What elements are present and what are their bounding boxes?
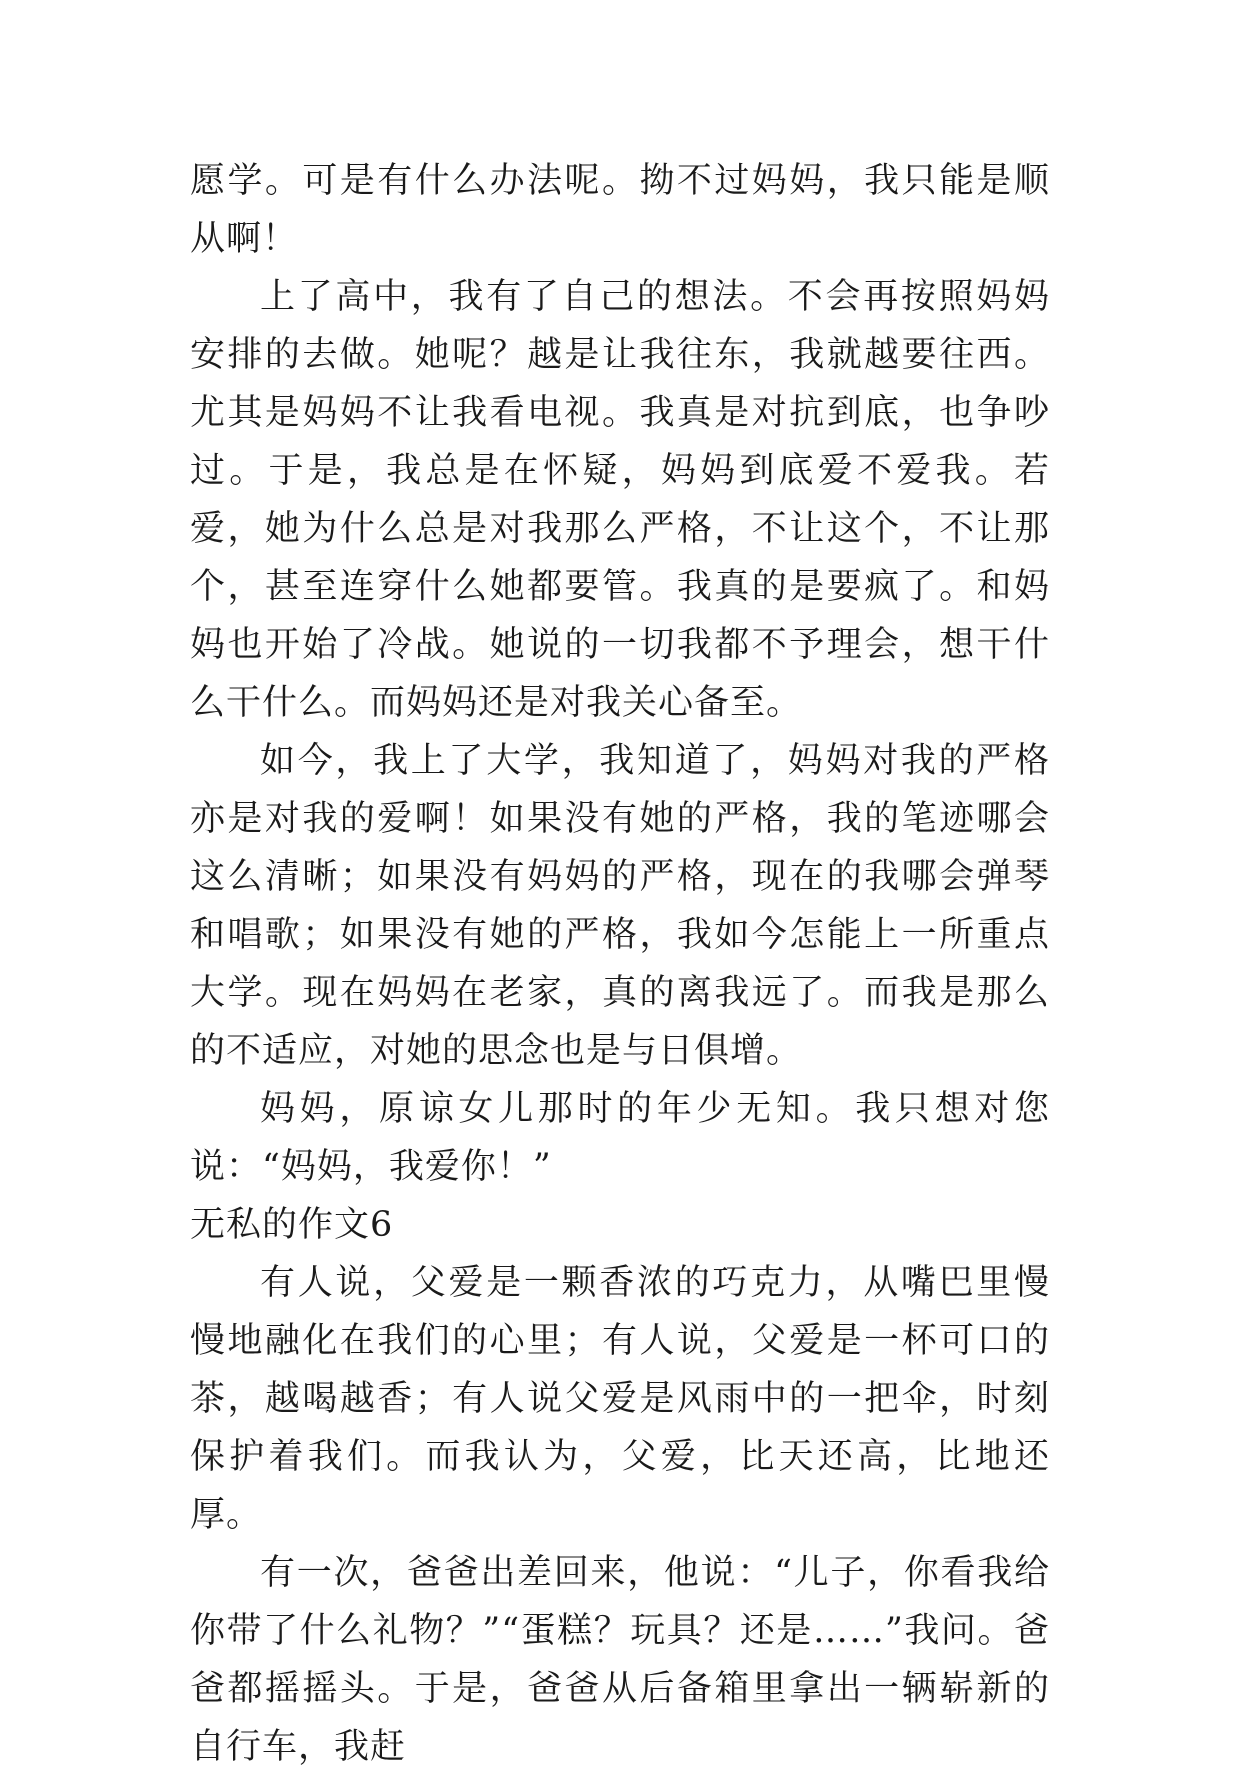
- paragraph-4: 妈妈，原谅女儿那时的年少无知。我只想对您说：“妈妈，我爱你！”: [190, 1089, 1050, 1187]
- paragraph-3: 如今，我上了大学，我知道了，妈妈对我的严格亦是对我的爱啊！如果没有她的严格，我的笔迹哪会这么清晰；如果没有妈妈的严格，现在的我哪会弹琴和唱歌；如果没有她的严格，我如今怎能上一所重点大学。现在妈妈在老家，真的离我远了。而我是那么的不适应，对她的思念也是与日俱增。: [190, 741, 1050, 1071]
- section-paragraph-1: 有人说，父爱是一颗香浓的巧克力，从嘴巴里慢慢地融化在我们的心里；有人说，父爱是一杯可口的茶，越喝越香；有人说父爱是风雨中的一把伞，时刻保护着我们。而我认为，父爱，比天还高，比地还厚。: [190, 1263, 1050, 1535]
- section-title: 无私的作文6: [190, 1205, 394, 1245]
- paragraph-2: 上了高中，我有了自己的想法。不会再按照妈妈安排的去做。她呢？越是让我往东，我就越要往西。尤其是妈妈不让我看电视。我真是对抗到底，也争吵过。于是，我总是在怀疑，妈妈到底爱不爱我。若爱，她为什么总是对我那么严格，不让这个，不让那个，甚至连穿什么她都要管。我真的是要疯了。和妈妈也开始了冷战。她说的一切我都不予理会，想干什么干什么。而妈妈还是对我关心备至。: [190, 277, 1050, 723]
- document-body: [190, 152, 1050, 1776]
- paragraph-1: 愿学。可是有什么办法呢。拗不过妈妈，我只能是顺从啊！: [190, 161, 1050, 259]
- section-paragraph-2: 有一次，爸爸出差回来，他说：“儿子，你看我给你带了什么礼物？”“蛋糕？玩具？还是……”我问。爸爸都摇摇头。于是，爸爸从后备箱里拿出一辆崭新的自行车，我赶: [190, 1553, 1050, 1767]
